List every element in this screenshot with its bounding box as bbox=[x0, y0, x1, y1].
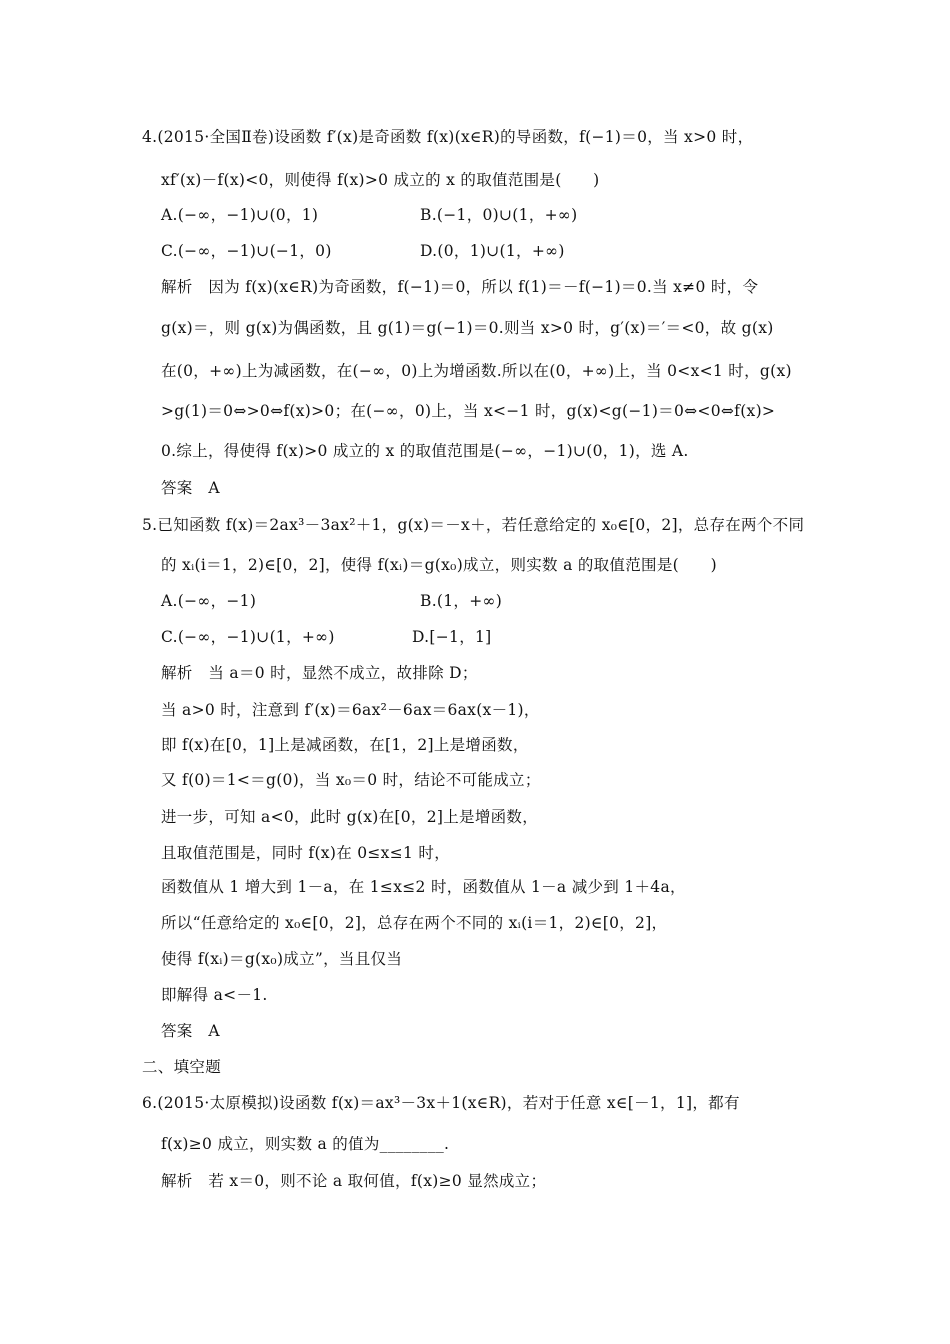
q6-stem-line-1: 6.(2015·太原模拟)设函数 f(x)＝ax³－3x＋1(x∈R)，若对于任意 x∈[－1，1]，都有 bbox=[142, 1094, 740, 1112]
q5-option-c: C.(−∞，−1)∪(1，+∞) bbox=[161, 628, 335, 646]
q6-stem-line-2: f(x)≥0 成立，则实数 a 的值为________. bbox=[161, 1135, 450, 1153]
q5-solution-line-2: 当 a>0 时，注意到 f′(x)＝6ax²－6ax＝6ax(x－1)， bbox=[161, 701, 540, 719]
q5-stem-line-1: 5.已知函数 f(x)＝2ax³－3ax²＋1，g(x)＝－x＋，若任意给定的 x₀∈[0，2]，总存在两个不同 bbox=[142, 516, 805, 534]
q5-solution-line-1: 解析 当 a＝0 时，显然不成立，故排除 D； bbox=[161, 664, 478, 682]
section-heading: 二、填空题 bbox=[142, 1058, 222, 1076]
q4-option-d: D.(0，1)∪(1，+∞) bbox=[420, 242, 565, 260]
q5-solution-line-5: 进一步，可知 a<0，此时 g(x)在[0，2]上是增函数， bbox=[161, 808, 539, 826]
q5-option-a: A.(−∞，−1) bbox=[161, 592, 257, 610]
q4-option-a: A.(−∞，−1)∪(0，1) bbox=[161, 206, 319, 224]
q5-option-d: D.[−1，1] bbox=[412, 628, 492, 646]
q4-solution-line-5: 0.综上，得使得 f(x)>0 成立的 x 的取值范围是(−∞，−1)∪(0，1)，选 A. bbox=[161, 442, 689, 460]
q5-solution-line-9: 使得 f(xᵢ)＝g(x₀)成立”，当且仅当 bbox=[161, 950, 403, 968]
q5-option-b: B.(1，+∞) bbox=[420, 592, 503, 610]
q5-solution-line-4: 又 f(0)＝1<＝g(0)，当 x₀＝0 时，结论不可能成立； bbox=[161, 771, 541, 789]
q4-solution-line-3: 在(0，+∞)上为减函数，在(−∞，0)上为增函数.所以在(0，+∞)上，当 0<x<1 时，g(x) bbox=[161, 362, 792, 380]
q5-solution-line-3: 即 f(x)在[0，1]上是减函数，在[1，2]上是增函数， bbox=[161, 736, 529, 754]
q4-option-b: B.(−1，0)∪(1，+∞) bbox=[420, 206, 578, 224]
q4-answer: 答案 A bbox=[161, 479, 220, 497]
q4-solution-line-2: g(x)＝，则 g(x)为偶函数，且 g(1)＝g(−1)＝0.则当 x>0 时，g′(x)＝′＝<0，故 g(x) bbox=[161, 319, 774, 337]
q5-solution-line-10: 即解得 a<－1. bbox=[161, 986, 268, 1004]
q4-solution-line-1: 解析 因为 f(x)(x∈R)为奇函数，f(−1)＝0，所以 f(1)＝－f(−1)＝0.当 x≠0 时，令 bbox=[161, 278, 759, 296]
q4-stem-line-1: 4.(2015·全国Ⅱ卷)设函数 f′(x)是奇函数 f(x)(x∈R)的导函数，f(−1)＝0，当 x>0 时， bbox=[142, 128, 754, 146]
q5-solution-line-8: 所以“任意给定的 x₀∈[0，2]，总存在两个不同的 xᵢ(i＝1，2)∈[0，2]， bbox=[161, 914, 668, 932]
q6-solution-line-1: 解析 若 x＝0，则不论 a 取何值，f(x)≥0 显然成立； bbox=[161, 1172, 547, 1190]
q4-option-c: C.(−∞，−1)∪(−1，0) bbox=[161, 242, 332, 260]
q4-solution-line-4: >g(1)＝0⇔>0⇔f(x)>0；在(−∞，0)上，当 x<−1 时，g(x)<g(−1)＝0⇔<0⇔f(x)> bbox=[161, 402, 776, 420]
q5-solution-line-7: 函数值从 1 增大到 1－a，在 1≤x≤2 时，函数值从 1－a 减少到 1＋4a， bbox=[161, 878, 686, 896]
q5-stem-line-2: 的 xᵢ(i＝1，2)∈[0，2]，使得 f(xᵢ)＝g(x₀)成立，则实数 a 的取值范围是( ) bbox=[161, 556, 717, 574]
q4-stem-line-2: xf′(x)－f(x)<0，则使得 f(x)>0 成立的 x 的取值范围是( ) bbox=[161, 171, 600, 189]
q5-answer: 答案 A bbox=[161, 1022, 220, 1040]
q5-solution-line-6: 且取值范围是，同时 f(x)在 0≤x≤1 时， bbox=[161, 844, 450, 862]
